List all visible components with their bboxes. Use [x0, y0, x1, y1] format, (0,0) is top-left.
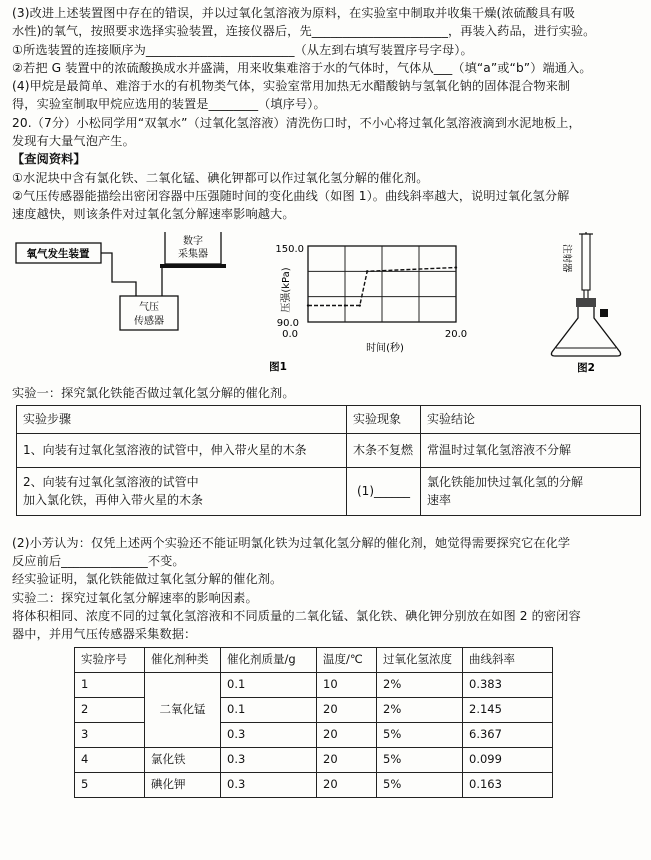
y-max-label: 150.0 — [275, 243, 304, 255]
table-cell: 0.3 — [221, 747, 317, 772]
table-cell: 5 — [75, 772, 145, 797]
table-cell: 4 — [75, 747, 145, 772]
sensor-label-line2: 传感器 — [134, 315, 164, 327]
catalyst-cell: 二氧化锰 — [145, 672, 221, 747]
table-cell: 20 — [317, 697, 377, 722]
question-20-line: 20.（7分）小松同学用“双氧水”（过氧化氢溶液）清洗伤口时，不小心将过氧化氢溶液滴到水泥地板上， — [12, 115, 581, 130]
catalyst-cell: 氯化铁 — [145, 747, 221, 772]
header-cell: 实验现象 — [347, 405, 421, 433]
table-cell — [421, 467, 641, 515]
table-cell: 5% — [377, 772, 463, 797]
table-cell: 20 — [317, 772, 377, 797]
table-row — [17, 433, 641, 467]
table-cell: 0.1 — [221, 697, 317, 722]
data-point — [366, 270, 368, 272]
tube-generator-sensor — [101, 253, 136, 296]
y-min-label: 90.0 — [276, 317, 299, 329]
experiment2-table — [74, 647, 553, 798]
conical-flask — [551, 307, 620, 356]
apparatus-diagram — [16, 232, 226, 330]
chart-grid — [308, 246, 456, 322]
table-cell: 2 — [75, 697, 145, 722]
conclusion-text: 氯化铁能加快过氧化氢的分解 — [427, 475, 584, 490]
reference-line: 速度越快，则该条件对过氧化氢分解速率影响越大。 — [12, 207, 295, 222]
table-cell — [17, 467, 347, 515]
header-cell: 催化剂质量/g — [221, 647, 317, 672]
data-point — [307, 304, 309, 306]
data-point — [359, 304, 361, 306]
intro-line: ②若把 G 装置中的浓硫酸换成水并盛满，用来收集难溶于水的气体时，气体从___（填“a”或“b”）端通入。 — [12, 60, 592, 75]
table-cell: 20 — [317, 747, 377, 772]
middle-line: 反应前后______________不变。 — [12, 554, 185, 569]
syringe-label: 注射器 — [561, 243, 572, 273]
table-cell: 0.099 — [463, 747, 553, 772]
table-cell: 6.367 — [463, 722, 553, 747]
table-cell: 常温时过氧化氢溶液不分解 — [421, 433, 641, 467]
middle-line: 实验二：探究过氧化氢分解速率的影响因素。 — [12, 590, 258, 605]
intro-section — [12, 4, 643, 224]
sensor-label-line1: 气压 — [139, 301, 159, 313]
table-cell: 5% — [377, 722, 463, 747]
table-row — [75, 672, 553, 697]
experiment1-title: 实验一：探究氯化铁能否做过氧化氢分解的催化剂。 — [12, 385, 295, 400]
table-cell: 0.163 — [463, 772, 553, 797]
table-cell: 1、向装有过氧化氢溶液的试管中，伸入带火星的木条 — [17, 433, 347, 467]
fig1-caption: 图1 — [269, 360, 287, 373]
table-cell: 3 — [75, 722, 145, 747]
x-max-label: 20.0 — [444, 328, 468, 340]
collector-label-line2: 采集器 — [178, 248, 208, 260]
question-20-line: 发现有大量气泡产生。 — [12, 134, 135, 149]
table-header-row — [75, 647, 553, 672]
intro-line: ①所选装置的连接顺序为________________________（从左到右填写装置序号字母）。 — [12, 42, 473, 57]
oxygen-generator-label: 氧气发生装置 — [26, 247, 90, 260]
table-row — [75, 747, 553, 772]
conclusion-text: 速率 — [427, 493, 452, 508]
table-cell: 木条不复燃 — [347, 433, 421, 467]
experiment1-table — [16, 405, 641, 516]
pressure-chart — [269, 244, 467, 373]
table-cell: 0.3 — [221, 772, 317, 797]
figures-svg — [8, 232, 648, 380]
intro-line: 得，实验室制取甲烷应选用的装置是________（填序号）。 — [12, 97, 326, 112]
middle-line: (2)小芳认为：仅凭上述两个实验还不能证明氯化铁为过氧化氢分解的催化剂，她觉得需要探究它在化学 — [12, 535, 571, 550]
fig2-caption: 图2 — [577, 361, 595, 374]
header-cell: 实验序号 — [75, 647, 145, 672]
intro-line: (3)改进上述装置图中存在的错误，并以过氧化氢溶液为原料，在实验室中制取并收集干燥(浓硫酸具有吸 — [12, 6, 576, 20]
intro-line: (4)甲烷是最简单、难溶于水的有机物类气体，实验室常用加热无水醋酸钠与氢氧化钠的固体混合物来制 — [12, 79, 571, 94]
header-cell: 温度/℃ — [317, 647, 377, 672]
collector-base — [160, 264, 226, 268]
table-cell: 2% — [377, 672, 463, 697]
header-cell: 催化剂种类 — [145, 647, 221, 672]
y-axis-title: 压强(kPa) — [281, 266, 292, 313]
table-cell: 2.145 — [463, 697, 553, 722]
table-cell: 0.1 — [221, 672, 317, 697]
reference-line: ②气压传感器能描绘出密闭容器中压强随时间的变化曲线（如图 1）。曲线斜率越大，说明过氧化氢分解 — [12, 188, 570, 203]
middle-section — [12, 534, 643, 644]
answer-blank-1[interactable]: (1)______ — [347, 467, 421, 515]
table-cell: 10 — [317, 672, 377, 697]
reference-heading: 【查阅资料】 — [12, 152, 86, 167]
step-text: 2、向装有过氧化氢溶液的试管中 — [23, 475, 199, 490]
collector-label-line1: 数字 — [183, 235, 203, 247]
header-cell: 实验结论 — [421, 405, 641, 433]
table-cell: 5% — [377, 747, 463, 772]
data-point — [344, 304, 346, 306]
flask-diagram — [551, 232, 620, 374]
middle-line: 器中，并用气压传感器采集数据： — [12, 627, 197, 642]
flask-stopper — [576, 298, 596, 307]
intro-line: 水性)的氧气，按照要求选择实验装置，连接仪器后，先______________________，再装入药品，进行实验。 — [12, 24, 596, 39]
step-text: 加入氯化铁，再伸入带火星的木条 — [23, 493, 204, 508]
table-row — [17, 467, 641, 515]
table-header-row — [17, 405, 641, 433]
middle-line: 经实验证明，氯化铁能做过氧化氢分解的催化剂。 — [12, 572, 283, 587]
table-cell: 0.383 — [463, 672, 553, 697]
table-cell: 2% — [377, 697, 463, 722]
figures-row — [12, 232, 643, 380]
table-cell: 1 — [75, 672, 145, 697]
middle-line: 将体积相同、浓度不同的过氧化氢溶液和不同质量的二氧化锰、氯化铁、碘化钾分别放在如图 2 的密闭容 — [12, 609, 581, 624]
x-axis-title: 时间(秒) — [366, 342, 404, 354]
reference-line: ①水泥块中含有氯化铁、二氧化锰、碘化钾都可以作过氧化氢分解的催化剂。 — [12, 170, 429, 185]
data-point — [455, 266, 457, 268]
sensor-port — [600, 309, 608, 317]
header-cell: 曲线斜率 — [463, 647, 553, 672]
header-cell: 实验步骤 — [17, 405, 347, 433]
catalyst-cell: 碘化钾 — [145, 772, 221, 797]
syringe-barrel — [582, 234, 590, 290]
table-cell: 0.3 — [221, 722, 317, 747]
table-row — [75, 772, 553, 797]
table-cell: 20 — [317, 722, 377, 747]
x-min-label: 0.0 — [282, 328, 298, 340]
header-cell: 过氧化氢浓度 — [377, 647, 463, 672]
